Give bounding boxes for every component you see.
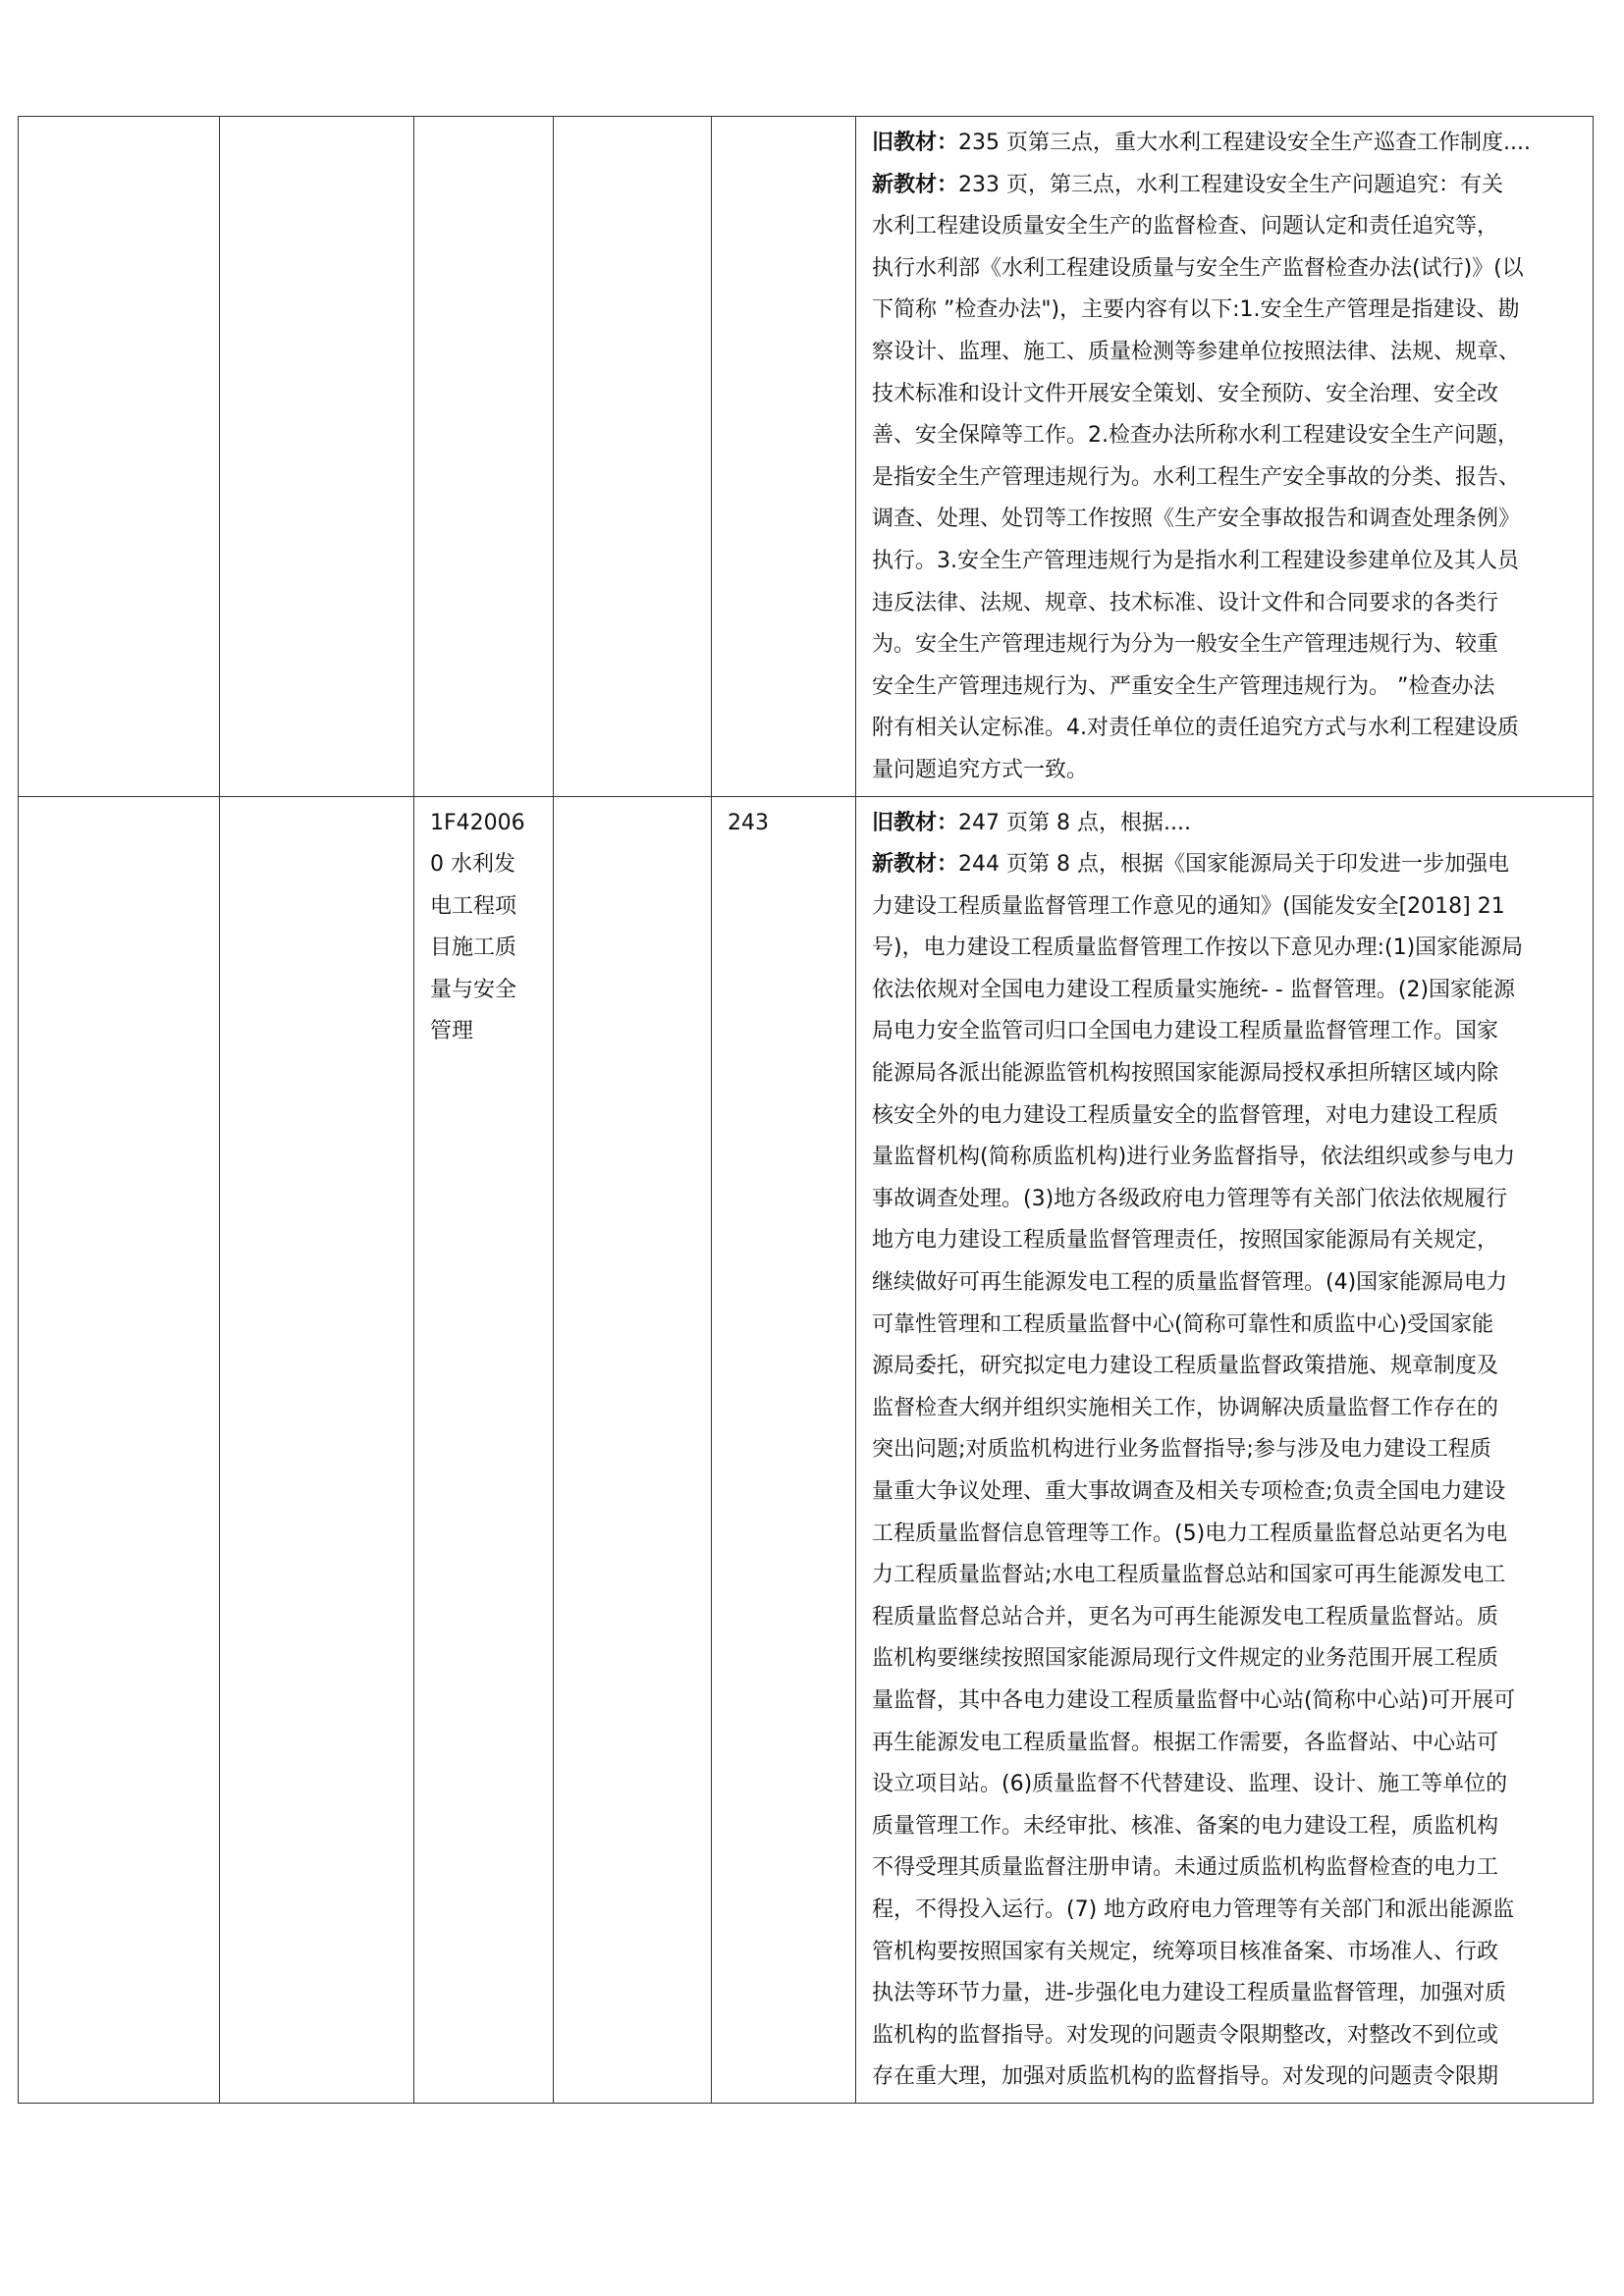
row2-page-cell: 243 [712, 796, 856, 2103]
line-text: 执法等环节力量，进-步强化电力建设工程质量监督管理，加强对质 [872, 1981, 1506, 2006]
table-row [19, 796, 1594, 2103]
edition-label: 新教材： [872, 172, 959, 197]
text-line [872, 1137, 1583, 1179]
row1-content-cell [856, 117, 1594, 797]
line-text: 质量管理工作。未经审批、核准、备案的电力建设工程，质监机构 [872, 1813, 1499, 1839]
chapter-line: 1F42006 [430, 810, 525, 835]
line-text: 技术标准和设计文件开展安全策划、安全预防、安全治理、安全改 [872, 381, 1499, 406]
row1-col4-cell [554, 117, 712, 797]
text-line [872, 374, 1583, 416]
text-line [872, 970, 1583, 1012]
row1-col2-cell [220, 117, 414, 797]
text-line [872, 1011, 1583, 1053]
text-line [872, 1388, 1583, 1430]
text-line [872, 499, 1583, 541]
text-line [872, 2056, 1583, 2099]
line-text: 工程质量监督信息管理等工作。(5)电力工程质量监督总站更名为电 [872, 1521, 1508, 1546]
text-line [872, 708, 1583, 750]
row2-chapter-cell [414, 796, 554, 2103]
text-line [872, 165, 1583, 207]
line-text: 监机构要继续按照国家能源局现行文件规定的业务范围开展工程质 [872, 1646, 1499, 1672]
text-line [872, 1514, 1583, 1556]
text-line [872, 803, 1583, 845]
line-text: 再生能源发电工程质量监督。根据工作需要，各监督站、中心站可 [872, 1730, 1499, 1755]
line-text: 为。安全生产管理违规行为分为一般安全生产管理违规行为、较重 [872, 632, 1499, 658]
line-text: 量监督机构(简称质监机构)进行业务监督指导，依法组织或参与电力 [872, 1145, 1516, 1170]
chapter-line: 量与安全 [430, 977, 517, 1002]
line-text: 管机构要按照国家有关规定，统筹项目核准备案、市场准人、行政 [872, 1939, 1499, 1964]
line-text: 水利工程建设质量安全生产的监督检查、问题认定和责任追究等， [872, 214, 1499, 240]
text-line [872, 583, 1583, 625]
text-line [872, 206, 1583, 248]
comparison-table [18, 116, 1594, 2104]
text-line [872, 1053, 1583, 1095]
chapter-line: 0 水利发 [430, 852, 515, 878]
line-text: 设立项目站。(6)质量监督不代替建设、监理、设计、施工等单位的 [872, 1772, 1508, 1797]
text-line [872, 750, 1583, 792]
line-text: 善、安全保障等工作。2.检查办法所称水利工程建设安全生产问题， [872, 423, 1519, 449]
text-line [872, 290, 1583, 332]
text-line [872, 1847, 1583, 1890]
line-text: 力建设工程质量监督管理工作意见的通知》(国能发安全[2018] 21 [872, 893, 1505, 919]
line-text: 执行。3.安全生产管理违规行为是指水利工程建设参建单位及其人员 [872, 548, 1519, 573]
text-line [872, 123, 1583, 165]
text-line [872, 667, 1583, 709]
text-line [872, 248, 1583, 291]
line-text: 存在重大理，加强对质监机构的监督指导。对发现的问题责令限期 [872, 2064, 1499, 2090]
text-line [872, 1932, 1583, 1974]
line-text: 235 页第三点，重大水利工程建设安全生产巡查工作制度.... [958, 131, 1531, 155]
line-text: 源局委托，研究拟定电力建设工程质量监督政策措施、规章制度及 [872, 1354, 1499, 1379]
line-text: 继续做好可再生能源发电工程的质量监督管理。(4)国家能源局电力 [872, 1270, 1508, 1296]
line-text: 下简称 ”检查办法")，主要内容有以下:1.安全生产管理是指建设、勘 [872, 297, 1520, 323]
line-text: 是指安全生产管理违规行为。水利工程生产安全事故的分类、报告、 [872, 464, 1521, 490]
text-line [872, 415, 1583, 457]
line-text: 能源局各派出能源监管机构按照国家能源局授权承担所辖区域内除 [872, 1061, 1499, 1087]
text-line [872, 1220, 1583, 1262]
text-line [872, 1806, 1583, 1848]
line-text: 不得受理其质量监督注册申请。未通过质监机构监督检查的电力工 [872, 1855, 1499, 1881]
text-line [872, 1973, 1583, 2015]
table-row [19, 117, 1594, 797]
row2-col4-cell [554, 796, 712, 2103]
line-text: 突出问题;对质监机构进行业务监督指导;参与涉及电力建设工程质 [872, 1437, 1491, 1463]
line-text: 可靠性管理和工程质量监督中心(简称可靠性和质监中心)受国家能 [872, 1311, 1494, 1337]
text-line [872, 844, 1583, 886]
line-text: 依法依规对全国电力建设工程质量实施统- - 监督管理。(2)国家能源 [872, 977, 1516, 1002]
chapter-line: 电工程项 [430, 893, 517, 919]
line-text: 调查、处理、处罚等工作按照《生产安全事故报告和调查处理条例》 [872, 507, 1521, 532]
text-line [872, 928, 1583, 970]
text-line [872, 1346, 1583, 1388]
text-line [872, 1723, 1583, 1765]
line-text: 执行水利部《水利工程建设质量与安全生产监督检查办法(试行)》(以 [872, 255, 1524, 281]
line-text: 局电力安全监管司归口全国电力建设工程质量监督管理工作。国家 [872, 1019, 1499, 1044]
line-text: 量问题追究方式一致。 [872, 757, 1089, 782]
line-text: 地方电力建设工程质量监督管理责任，按照国家能源局有关规定， [872, 1228, 1499, 1254]
text-line [872, 1764, 1583, 1806]
edition-label: 旧教材： [872, 131, 959, 155]
line-text: 力工程质量监督站;水电工程质量监督总站和国家可再生能源发电工 [872, 1563, 1506, 1588]
line-text: 核安全外的电力建设工程质量安全的监督管理，对电力建设工程质 [872, 1102, 1499, 1128]
text-line [872, 1305, 1583, 1347]
text-line [872, 332, 1583, 374]
row1-col3-cell [414, 117, 554, 797]
text-line [872, 1638, 1583, 1681]
edition-label: 旧教材： [872, 810, 959, 835]
row1-col1-cell [19, 117, 220, 797]
text-line [872, 1429, 1583, 1471]
text-line [872, 1890, 1583, 1932]
text-line [872, 1095, 1583, 1138]
line-text: 附有相关认定标准。4.对责任单位的责任追究方式与水利工程建设质 [872, 716, 1519, 741]
chapter-line: 目施工质 [430, 935, 517, 961]
row2-content-cell [856, 796, 1594, 2103]
line-text: 247 页第 8 点，根据.... [958, 810, 1191, 835]
line-text: 244 页第 8 点，根据《国家能源局关于印发进一步加强电 [958, 852, 1509, 878]
text-line [872, 2015, 1583, 2057]
line-text: 233 页，第三点，水利工程建设安全生产问题追究：有关 [958, 172, 1504, 197]
line-text: 程质量监督总站合并，更名为可再生能源发电工程质量监督站。质 [872, 1604, 1499, 1629]
line-text: 量重大争议处理、重大事故调查及相关专项检查;负责全国电力建设 [872, 1479, 1506, 1504]
line-text: 安全生产管理违规行为、严重安全生产管理违规行为。 ”检查办法 [872, 673, 1495, 699]
row2-col1-cell [19, 796, 220, 2103]
row2-col2-cell [220, 796, 414, 2103]
document-page [18, 116, 1593, 2104]
text-line [872, 541, 1583, 583]
text-line [872, 1555, 1583, 1597]
chapter-line: 管理 [430, 1019, 474, 1044]
text-line [872, 1597, 1583, 1639]
line-text: 监机构的监督指导。对发现的问题责令限期整改，对整改不到位或 [872, 2022, 1499, 2048]
text-line [872, 1471, 1583, 1514]
line-text: 程，不得投入运行。(7) 地方政府电力管理等有关部门和派出能源监 [872, 1896, 1515, 1922]
line-text: 事故调查处理。(3)地方各级政府电力管理等有关部门依法依规履行 [872, 1186, 1508, 1211]
text-line [872, 1262, 1583, 1305]
line-text: 察设计、监理、施工、质量检测等参建单位按照法律、法规、规章、 [872, 339, 1521, 364]
line-text: 号)，电力建设工程质量监督管理工作按以下意见办理:(1)国家能源局 [872, 935, 1524, 961]
text-line [872, 886, 1583, 929]
row1-page-cell [712, 117, 856, 797]
line-text: 量监督，其中各电力建设工程质量监督中心站(简称中心站)可开展可 [872, 1687, 1516, 1713]
text-line [872, 457, 1583, 500]
edition-label: 新教材： [872, 852, 959, 878]
text-line [872, 1179, 1583, 1221]
line-text: 违反法律、法规、规章、技术标准、设计文件和合同要求的各类行 [872, 590, 1499, 615]
line-text: 监督检查大纲并组织实施相关工作，协调解决质量监督工作存在的 [872, 1395, 1499, 1420]
text-line [872, 1681, 1583, 1723]
text-line [872, 624, 1583, 667]
